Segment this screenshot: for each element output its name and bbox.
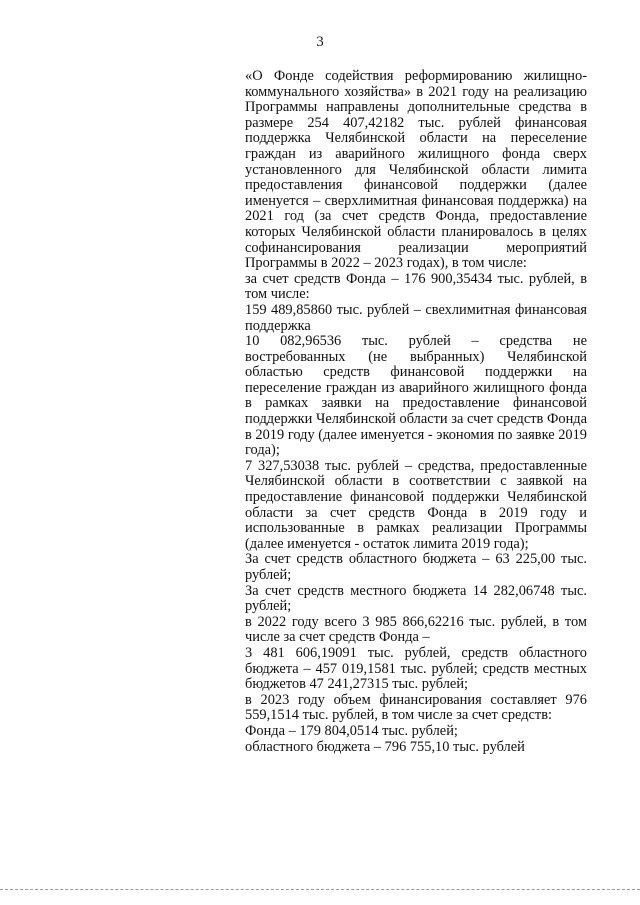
paragraph-limit-remainder: 7 327,53038 тыс. рублей – средства, предоставленные Челябинской области в соответствии с заявкой на предоставление финансовой поддержки Челябинской области за счет средств Фонда в 2019 году и использованные в рамках реализации Программы (далее именуется - остаток лимита 2019 года); bbox=[245, 457, 587, 552]
paragraph-local-budget: За счет средств местного бюджета 14 282,06748 тыс. рублей; bbox=[245, 582, 587, 615]
body-text bbox=[245, 69, 587, 755]
paragraph-regional-budget: За счет средств областного бюджета – 63 225,00 тыс. рублей; bbox=[245, 551, 587, 583]
paragraph-2023-fund: Фонда – 179 804,0514 тыс. рублей; bbox=[245, 722, 458, 739]
footer-divider bbox=[0, 889, 640, 890]
page-number: 3 bbox=[316, 34, 324, 50]
paragraph-2023-total: в 2023 году объем финансирования составляет 976 559,1514 тыс. рублей, в том числе за счет средств: bbox=[245, 691, 587, 724]
paragraph-overlimit-support: 159 489,85860 тыс. рублей – свехлимитная финансовая поддержка bbox=[245, 301, 587, 334]
paragraph-2023-regional: областного бюджета – 796 755,10 тыс. рублей bbox=[245, 738, 525, 755]
paragraph-fund-intro: «О Фонде содействия реформированию жилищно-коммунального хозяйства» в 2021 году на реализацию Программы направлены дополнительные средства в размере 254 407,42182 тыс. рублей финансовая поддержка Челябинской области на переселение граждан из аварийного жилищного фонда сверх установленного для Челябинской области лимита предоставления финансовой поддержки (далее именуется – сверхлимитная финансовая поддержка) на 2021 год (за счет средств Фонда, предоставление которых Челябинской области планировалось в целях софинансирования реализации мероприятий Программы в 2022 – 2023 годах), в том числе: bbox=[245, 68, 587, 272]
paragraph-2022-total: в 2022 году всего 3 985 866,62216 тыс. рублей, в том числе за счет средств Фонда – bbox=[245, 613, 587, 646]
paragraph-fund-total: за счет средств Фонда – 176 900,35434 тыс. рублей, в том числе: bbox=[245, 270, 587, 303]
paragraph-unclaimed-funds: 10 082,96536 тыс. рублей – средства не востребованных (не выбранных) Челябинской областью средств финансовой поддержки на переселение граждан из аварийного жилищного фонда в рамках заявки на предоставление финансовой поддержки Челябинской области за счет средств Фонда в 2019 году (далее именуется - экономия по заявке 2019 года); bbox=[245, 333, 587, 459]
paragraph-2022-breakdown: 3 481 606,19091 тыс. рублей, средств областного бюджета – 457 019,1581 тыс. рублей; средств местных бюджетов 47 241,27315 тыс. рублей; bbox=[245, 644, 587, 693]
